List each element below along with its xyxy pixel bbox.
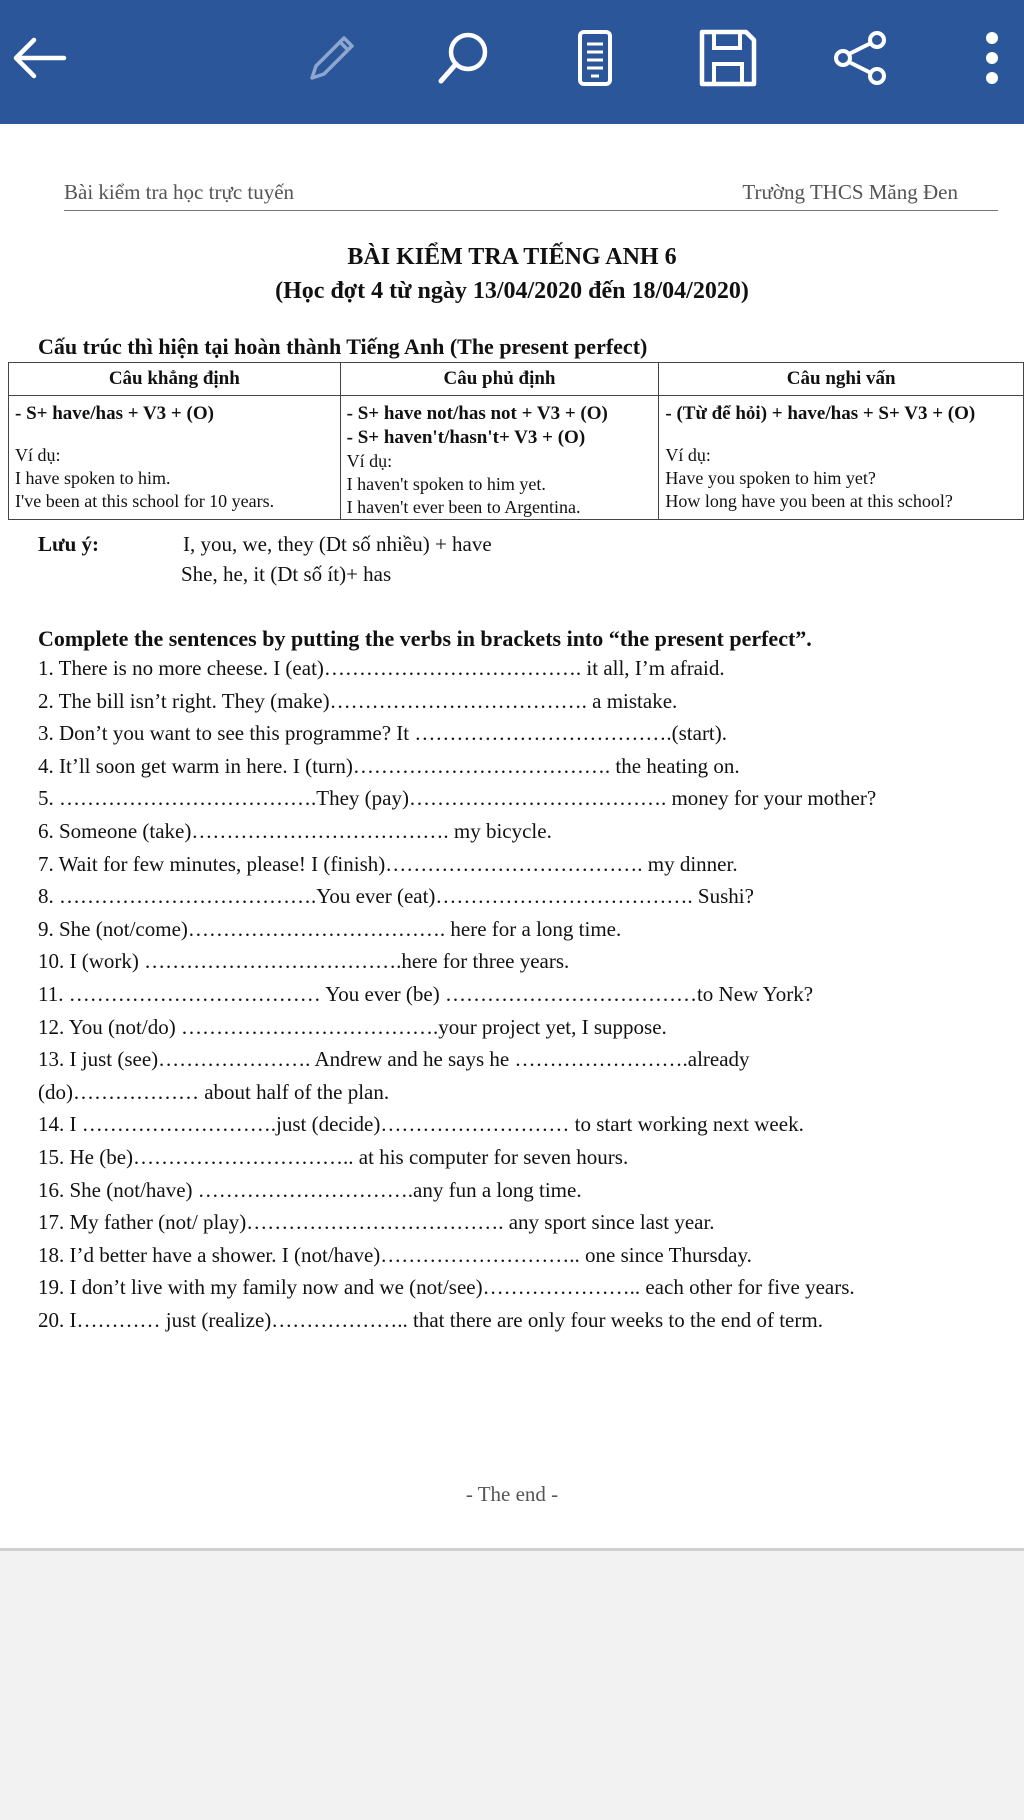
note-line: She, he, it (Dt số ít)+ has	[181, 562, 392, 586]
question-line: 12. You (not/do) ……………………………….your project yet, I suppose.	[38, 1014, 667, 1039]
question-line: 10. I (work) ……………………………….here for three years.	[38, 949, 570, 974]
question-line: 4. It’ll soon get warm in here. I (turn)………………………………. the heating on.	[38, 753, 740, 778]
grammar-table	[8, 362, 1024, 520]
question-line: 16. She (not/have) ………………………….any fun a long time.	[38, 1177, 582, 1202]
question-line: 11. ……………………………… You ever (be) ………………………………to New York?	[38, 982, 814, 1006]
question-line: 5. ……………………………….They (pay)………………………………. money for your mother?	[38, 786, 877, 811]
question-line: 6. Someone (take)………………………………. my bicycle.	[38, 819, 552, 843]
example-line: Have you spoken to him yet?	[665, 468, 876, 488]
header-left: Bài kiểm tra học trực tuyến	[64, 180, 295, 204]
table-header: Câu khẳng định	[9, 363, 341, 396]
example-line: I've been at this school for 10 years.	[15, 491, 275, 511]
table-header: Câu nghi vấn	[659, 363, 1024, 396]
formula-line: - S+ have/has + V3 + (O)	[15, 403, 214, 424]
pencil-icon[interactable]	[294, 22, 366, 94]
example-line: I haven't ever been to Argentina.	[346, 497, 581, 517]
note-label: Lưu ý:	[38, 532, 100, 556]
exercise-instruction: Complete the sentences by putting the verbs in brackets into “the present perfect”.	[38, 626, 812, 651]
example-label: Ví dụ:	[346, 451, 393, 471]
question-line: 8. ……………………………….You ever (eat)………………………………. Sushi?	[38, 884, 754, 909]
app-toolbar	[0, 0, 1024, 124]
question-line: (do)……………… about half of the plan.	[38, 1079, 390, 1104]
example-label: Ví dụ:	[15, 445, 61, 465]
formula-line: - (Từ để hỏi) + have/has + S+ V3 + (O)	[665, 403, 976, 424]
search-icon[interactable]	[428, 22, 500, 94]
reader-mode-icon[interactable]	[559, 22, 631, 94]
example-line: I haven't spoken to him yet.	[346, 474, 546, 494]
question-line: 19. I don’t live with my family now and we (not/see)………………….. each other for five years.	[38, 1275, 855, 1300]
document-subtitle: (Học đợt 4 từ ngày 13/04/2020 đến 18/04/2020)	[275, 278, 749, 304]
formula-line: - S+ have not/has not + V3 + (O)	[346, 403, 608, 424]
example-line: I have spoken to him.	[15, 468, 171, 488]
example-label: Ví dụ:	[665, 445, 711, 465]
note-line: I, you, we, they (Dt số nhiều) + have	[183, 532, 492, 556]
more-vertical-icon[interactable]	[956, 22, 1024, 94]
question-line: 3. Don’t you want to see this programme? It ……………………………….(start).	[38, 721, 728, 746]
question-line: 2. The bill isn’t right. They (make)………………………………. a mistake.	[38, 688, 678, 713]
question-line: 7. Wait for few minutes, please! I (finish)………………………………. my dinner.	[38, 851, 738, 876]
question-line: 1. There is no more cheese. I (eat)………………………………. it all, I’m afraid.	[38, 656, 725, 680]
question-line: 15. He (be)………………………….. at his computer for seven hours.	[38, 1145, 629, 1169]
share-icon[interactable]	[823, 22, 895, 94]
example-line: How long have you been at this school?	[665, 491, 953, 511]
table-header: Câu phủ định	[340, 363, 659, 396]
question-line: 13. I just (see)…………………. Andrew and he says he …………………….already	[38, 1047, 750, 1072]
question-line: 20. I………… just (realize)……………….. that there are only four weeks to the end of term.	[38, 1308, 823, 1332]
question-line: 9. She (not/come)………………………………. here for a long time.	[38, 916, 622, 941]
question-line: 18. I’d better have a shower. I (not/have)……………………….. one since Thursday.	[38, 1242, 752, 1267]
formula-line: - S+ haven't/hasn't+ V3 + (O)	[346, 427, 586, 448]
document-title: BÀI KIỂM TRA TIẾNG ANH 6	[347, 244, 677, 270]
document-header	[64, 180, 998, 211]
header-right: Trường THCS Măng Đen	[742, 180, 958, 204]
question-line: 17. My father (not/ play)………………………………. any sport since last year.	[38, 1210, 715, 1235]
end-marker: - The end -	[465, 1482, 559, 1506]
back-arrow-icon[interactable]	[2, 22, 74, 94]
structure-title: Cấu trúc thì hiện tại hoàn thành Tiếng Anh (The present perfect)	[38, 334, 648, 359]
question-line: 14. I ……………………….just (decide)……………………… to start working next week.	[38, 1112, 804, 1137]
save-icon[interactable]	[692, 22, 764, 94]
